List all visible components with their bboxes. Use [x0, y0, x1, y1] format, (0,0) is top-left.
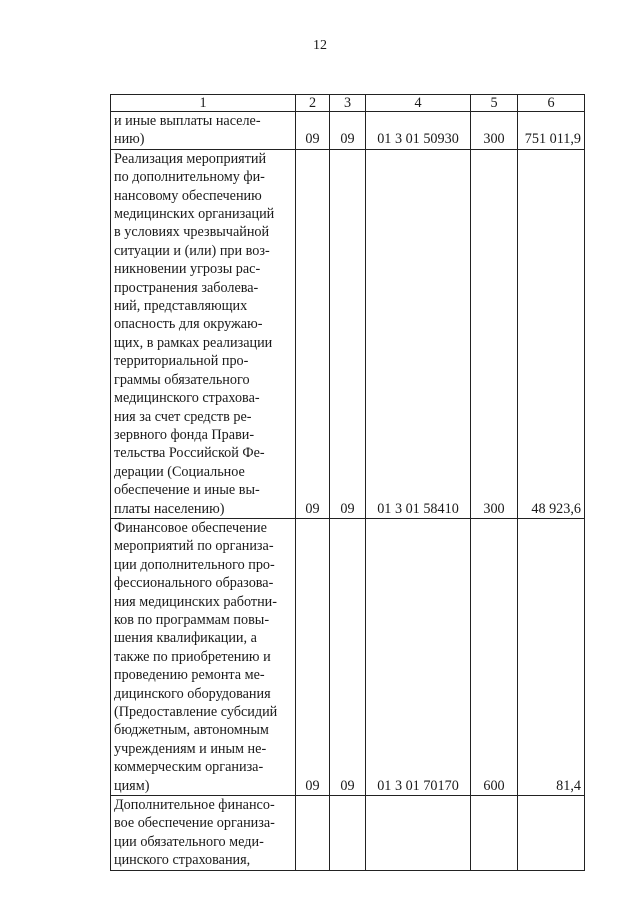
description-line: Финансовое обеспечение [114, 519, 267, 536]
description-line: учреждениям и иным не- [114, 740, 267, 757]
description-line: обеспечение и иные вы- [114, 482, 260, 499]
description-line: медицинских организаций [114, 206, 275, 223]
description-line: в условиях чрезвычайной [114, 224, 270, 241]
amount-value: 48 923,6 [518, 149, 585, 518]
header-cell: 2 [296, 95, 330, 112]
description-line: тельства Российской Фе- [114, 445, 265, 462]
description-line: шения квалификации, а [114, 630, 257, 647]
table-row [111, 112, 585, 150]
description-line: коммерческим организа- [114, 759, 264, 776]
description-line: Реализация мероприятий [114, 150, 267, 167]
amount-value: 751 011,9 [518, 112, 585, 150]
table-row [111, 149, 585, 518]
description-line: ний, представляющих [114, 298, 248, 315]
description-line: платы населению) [114, 500, 225, 517]
amount-value [518, 796, 585, 871]
description-line: территориальной про- [114, 353, 249, 370]
expense-type-code [471, 796, 518, 871]
description-line: нию) [114, 131, 145, 148]
description-line: дерации (Социальное [114, 463, 245, 480]
description-line: проведению ремонта ме- [114, 667, 265, 684]
target-article-code: 01 3 01 58410 [366, 149, 471, 518]
description-line: ния за счет средств ре- [114, 408, 252, 425]
description-line: никновении угрозы рас- [114, 261, 261, 278]
header-cell: 1 [111, 95, 296, 112]
target-article-code: 01 3 01 50930 [366, 112, 471, 150]
description-line: бюджетным, автономным [114, 722, 269, 739]
description-line: ситуации и (или) при воз- [114, 242, 270, 259]
expense-type-code: 300 [471, 112, 518, 150]
row-description [111, 149, 296, 518]
description-line: щих, в рамках реализации [114, 334, 273, 351]
subsection-code: 09 [330, 112, 366, 150]
description-line: ции обязательного меди- [114, 833, 264, 850]
subsection-code: 09 [330, 149, 366, 518]
subsection-code [330, 796, 366, 871]
header-cell: 5 [471, 95, 518, 112]
section-code: 09 [296, 112, 330, 150]
table-row [111, 796, 585, 871]
subsection-code: 09 [330, 518, 366, 795]
description-line: дицинского оборудования [114, 685, 271, 702]
description-line: циям) [114, 777, 150, 794]
header-cell: 4 [366, 95, 471, 112]
description-line: по дополнительному фи- [114, 169, 265, 186]
expense-type-code: 600 [471, 518, 518, 795]
header-cell: 6 [518, 95, 585, 112]
description-line: граммы обязательного [114, 371, 250, 388]
header-cell: 3 [330, 95, 366, 112]
target-article-code: 01 3 01 70170 [366, 518, 471, 795]
description-line: и иные выплаты населе- [114, 113, 261, 129]
description-line: ции дополнительного про- [114, 556, 275, 573]
table-body [111, 112, 585, 871]
description-line: также по приобретению и [114, 648, 271, 665]
description-line: цинского страхования, [114, 852, 251, 869]
description-line: ния медицинских работни- [114, 593, 277, 610]
section-code [296, 796, 330, 871]
row-description [111, 518, 296, 795]
table-row [111, 518, 585, 795]
expense-type-code: 300 [471, 149, 518, 518]
description-line: вое обеспечение организа- [114, 815, 275, 832]
description-line: опасность для окружаю- [114, 316, 263, 333]
target-article-code [366, 796, 471, 871]
budget-table [110, 94, 585, 871]
page-number: 12 [313, 38, 327, 53]
section-code: 09 [296, 149, 330, 518]
description-line: фессионального образова- [114, 575, 274, 592]
row-description [111, 112, 296, 150]
description-line: (Предоставление субсидий [114, 704, 278, 720]
amount-value: 81,4 [518, 518, 585, 795]
description-line: пространения заболева- [114, 279, 259, 296]
description-line: медицинского страхова- [114, 390, 260, 407]
description-line: Дополнительное финансо- [114, 797, 275, 814]
description-line: нансовому обеспечению [114, 187, 262, 204]
table-header-row [111, 95, 585, 112]
description-line: зервного фонда Прави- [114, 426, 255, 443]
description-line: ков по программам повы- [114, 611, 270, 628]
section-code: 09 [296, 518, 330, 795]
row-description [111, 796, 296, 871]
description-line: мероприятий по организа- [114, 538, 274, 555]
